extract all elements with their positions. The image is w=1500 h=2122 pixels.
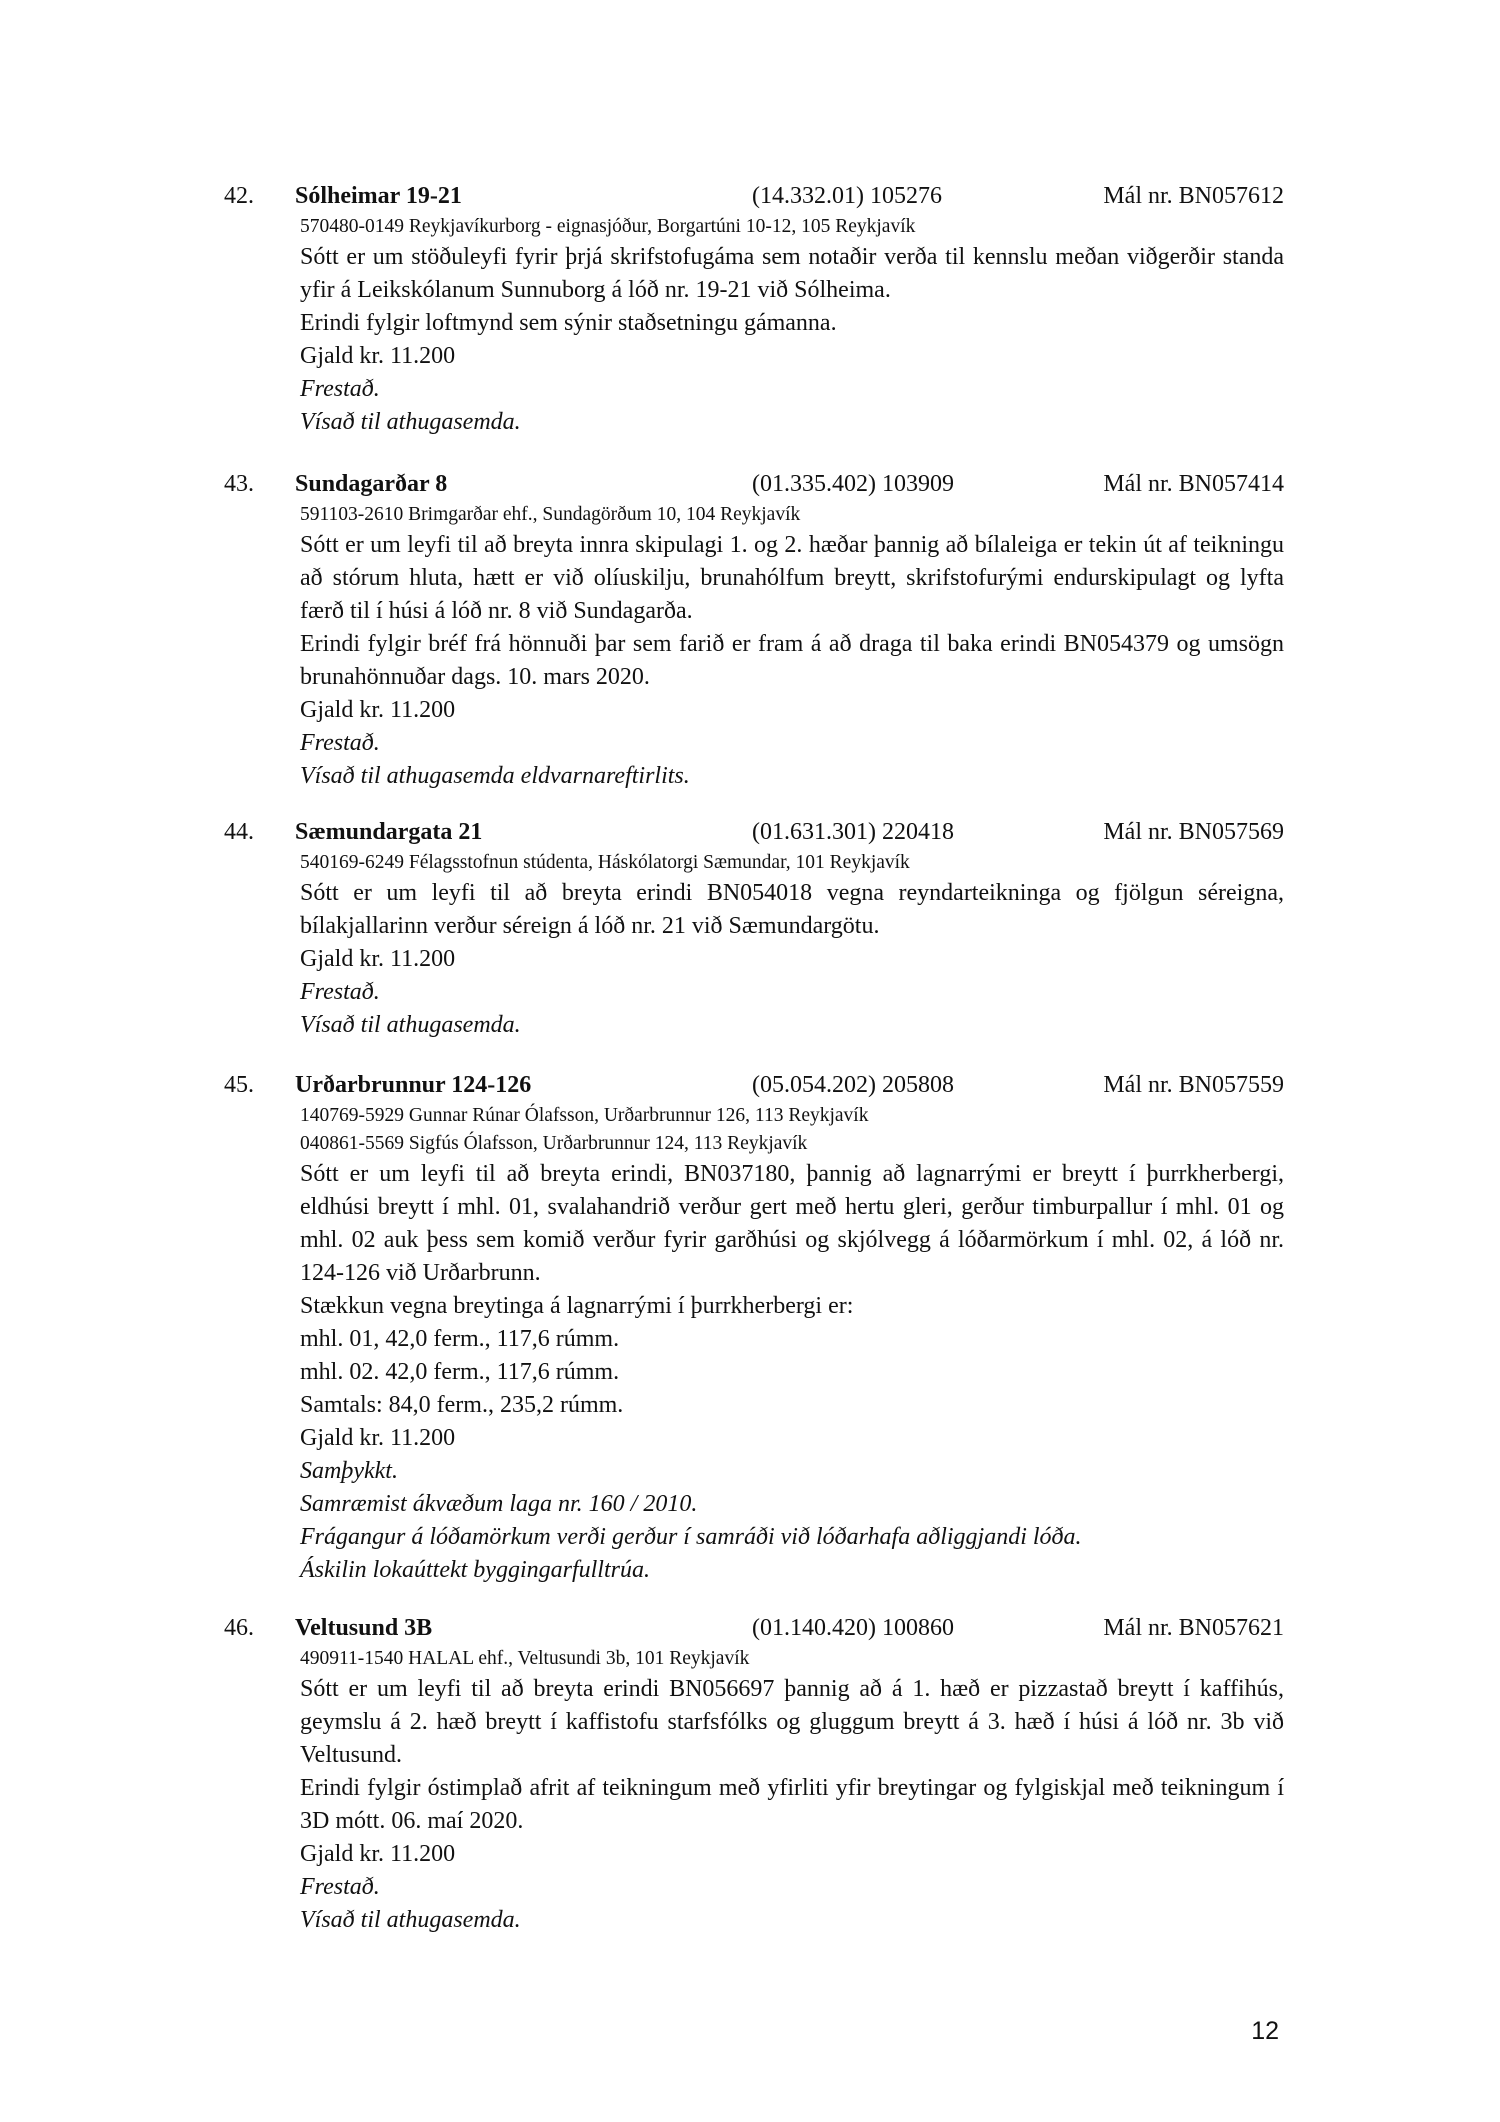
entry-note: Vísað til athugasemda. [300,409,521,435]
entry-address: Urðarbrunnur 124-126 [295,1072,532,1098]
entry-area-line: mhl. 01, 42,0 ferm., 117,6 rúmm. [300,1326,620,1352]
entry-attachment: Erindi fylgir óstimplað afrit af teikningum með yfirliti yfir breytingar og fylgiskjal með teikningum í 3D mótt. 06. maí 2020. [300,1775,1284,1834]
entry-case-number: Mál nr. BN057559 [1103,1072,1284,1098]
entry-case-number: Mál nr. BN057621 [1103,1615,1284,1641]
entry-owner: 490911-1540 HALAL ehf., Veltusundi 3b, 101 Reykjavík [300,1648,750,1669]
entry-header [224,179,1284,213]
entry-address: Veltusund 3B [295,1615,433,1641]
entry-note: Vísað til athugasemda. [300,1012,521,1038]
entry-attachment: Erindi fylgir bréf frá hönnuði þar sem farið er fram á að draga til baka erindi BN054379 og umsögn brunahönnuðar dags. 10. mars 2020. [300,631,1284,690]
case-entry [224,467,1284,793]
entry-address: Sólheimar 19-21 [295,183,462,209]
entry-fee: Gjald kr. 11.200 [300,697,456,723]
entry-body [300,849,1284,1042]
entry-case-number: Mál nr. BN057414 [1103,471,1284,497]
entry-owner: 591103-2610 Brimgarðar ehf., Sundagörðum 10, 104 Reykjavík [300,504,801,525]
entry-decision-note: Áskilin lokaúttekt byggingarfulltrúa. [300,1557,650,1583]
entry-number: 44. [224,819,254,845]
entry-fee: Gjald kr. 11.200 [300,343,456,369]
entry-number: 43. [224,471,254,497]
entry-body [300,1102,1284,1587]
entry-decision: Frestað. [300,979,380,1005]
entry-decision: Frestað. [300,1874,380,1900]
entry-header [224,815,1284,849]
entry-body [300,213,1284,439]
entry-header [224,1068,1284,1102]
entry-header [224,467,1284,501]
entry-number: 42. [224,183,254,209]
entry-land-number: (05.054.202) 205808 [752,1072,954,1098]
case-entry [224,1611,1284,1937]
entry-land-number: (01.335.402) 103909 [752,471,954,497]
entry-decision: Frestað. [300,730,380,756]
entry-description: Sótt er um leyfi til að breyta innra skipulagi 1. og 2. hæðar þannig að bílaleiga er tekin út af teikningu að stórum hluta, hætt er við olíuskilju, brunahólfum breytt, skrifstofurými endurskipulagt og lyfta færð til í húsi á lóð nr. 8 við Sundagarða. [300,532,1284,624]
entry-description: Sótt er um leyfi til að breyta erindi BN056697 þannig að á 1. hæð er pizzastað breytt í kaffihús, geymslu á 2. hæð breytt í kaffistofu starfsfólks og gluggum breytt á 3. hæð í húsi á lóð nr. 3b við Veltusund. [300,1676,1284,1768]
entry-decision-note: Samræmist ákvæðum laga nr. 160 / 2010. [300,1491,698,1517]
entry-decision: Samþykkt. [300,1458,398,1484]
case-entry [224,815,1284,1042]
entry-note: Vísað til athugasemda eldvarnareftirlits. [300,763,690,789]
case-entry [224,179,1284,439]
entry-note: Vísað til athugasemda. [300,1907,521,1933]
entry-decision: Frestað. [300,376,380,402]
entry-owner: 040861-5569 Sigfús Ólafsson, Urðarbrunnur 124, 113 Reykjavík [300,1133,808,1154]
entry-address: Sundagarðar 8 [295,471,448,497]
entry-fee: Gjald kr. 11.200 [300,946,456,972]
entry-description: Sótt er um leyfi til að breyta erindi BN054018 vegna reyndarteikninga og fjölgun séreigna, bílakjallarinn verður séreign á lóð nr. 21 við Sæmundargötu. [300,880,1284,939]
entry-owner: 540169-6249 Félagsstofnun stúdenta, Háskólatorgi Sæmundar, 101 Reykjavík [300,852,910,873]
entry-area-line: Samtals: 84,0 ferm., 235,2 rúmm. [300,1392,624,1418]
entry-attachment: Erindi fylgir loftmynd sem sýnir staðsetningu gámanna. [300,310,837,336]
case-entry [224,1068,1284,1587]
entry-address: Sæmundargata 21 [295,819,483,845]
entry-case-number: Mál nr. BN057612 [1103,183,1284,209]
entry-description: Sótt er um leyfi til að breyta erindi, BN037180, þannig að lagnarrými er breytt í þurrkherbergi, eldhúsi breytt í mhl. 01, svalahandrið verður gert með hertu gleri, gerður timburpallur í mhl. 01 og mhl. 02 auk þess sem komið verður fyrir garðhúsi og skjólvegg á lóðarmörkum í mhl. 02, á lóð nr. 124-126 við Urðarbrunn. [300,1161,1284,1286]
entry-land-number: (01.140.420) 100860 [752,1615,954,1641]
entry-area-line: Stækkun vegna breytinga á lagnarrými í þurrkherbergi er: [300,1293,854,1319]
entry-description: Sótt er um stöðuleyfi fyrir þrjá skrifstofugáma sem notaðir verða til kennslu meðan viðgerðir standa yfir á Leikskólanum Sunnuborg á lóð nr. 19-21 við Sólheima. [300,244,1284,303]
entry-area-line: mhl. 02. 42,0 ferm., 117,6 rúmm. [300,1359,620,1385]
entry-owner: 570480-0149 Reykjavíkurborg - eignasjóður, Borgartúni 10-12, 105 Reykjavík [300,216,916,237]
entry-owner: 140769-5929 Gunnar Rúnar Ólafsson, Urðarbrunnur 126, 113 Reykjavík [300,1105,869,1126]
entry-body [300,1645,1284,1937]
entry-land-number: (01.631.301) 220418 [752,819,954,845]
entry-header [224,1611,1284,1645]
entry-fee: Gjald kr. 11.200 [300,1841,456,1867]
entry-fee: Gjald kr. 11.200 [300,1425,456,1451]
entry-number: 46. [224,1615,254,1641]
entry-case-number: Mál nr. BN057569 [1103,819,1284,845]
page-number: 12 [1251,2017,1279,2045]
entry-decision-note: Frágangur á lóðamörkum verði gerður í samráði við lóðarhafa aðliggjandi lóða. [300,1524,1082,1550]
entry-body [300,501,1284,793]
entry-land-number: (14.332.01) 105276 [752,183,942,209]
entry-number: 45. [224,1072,254,1098]
